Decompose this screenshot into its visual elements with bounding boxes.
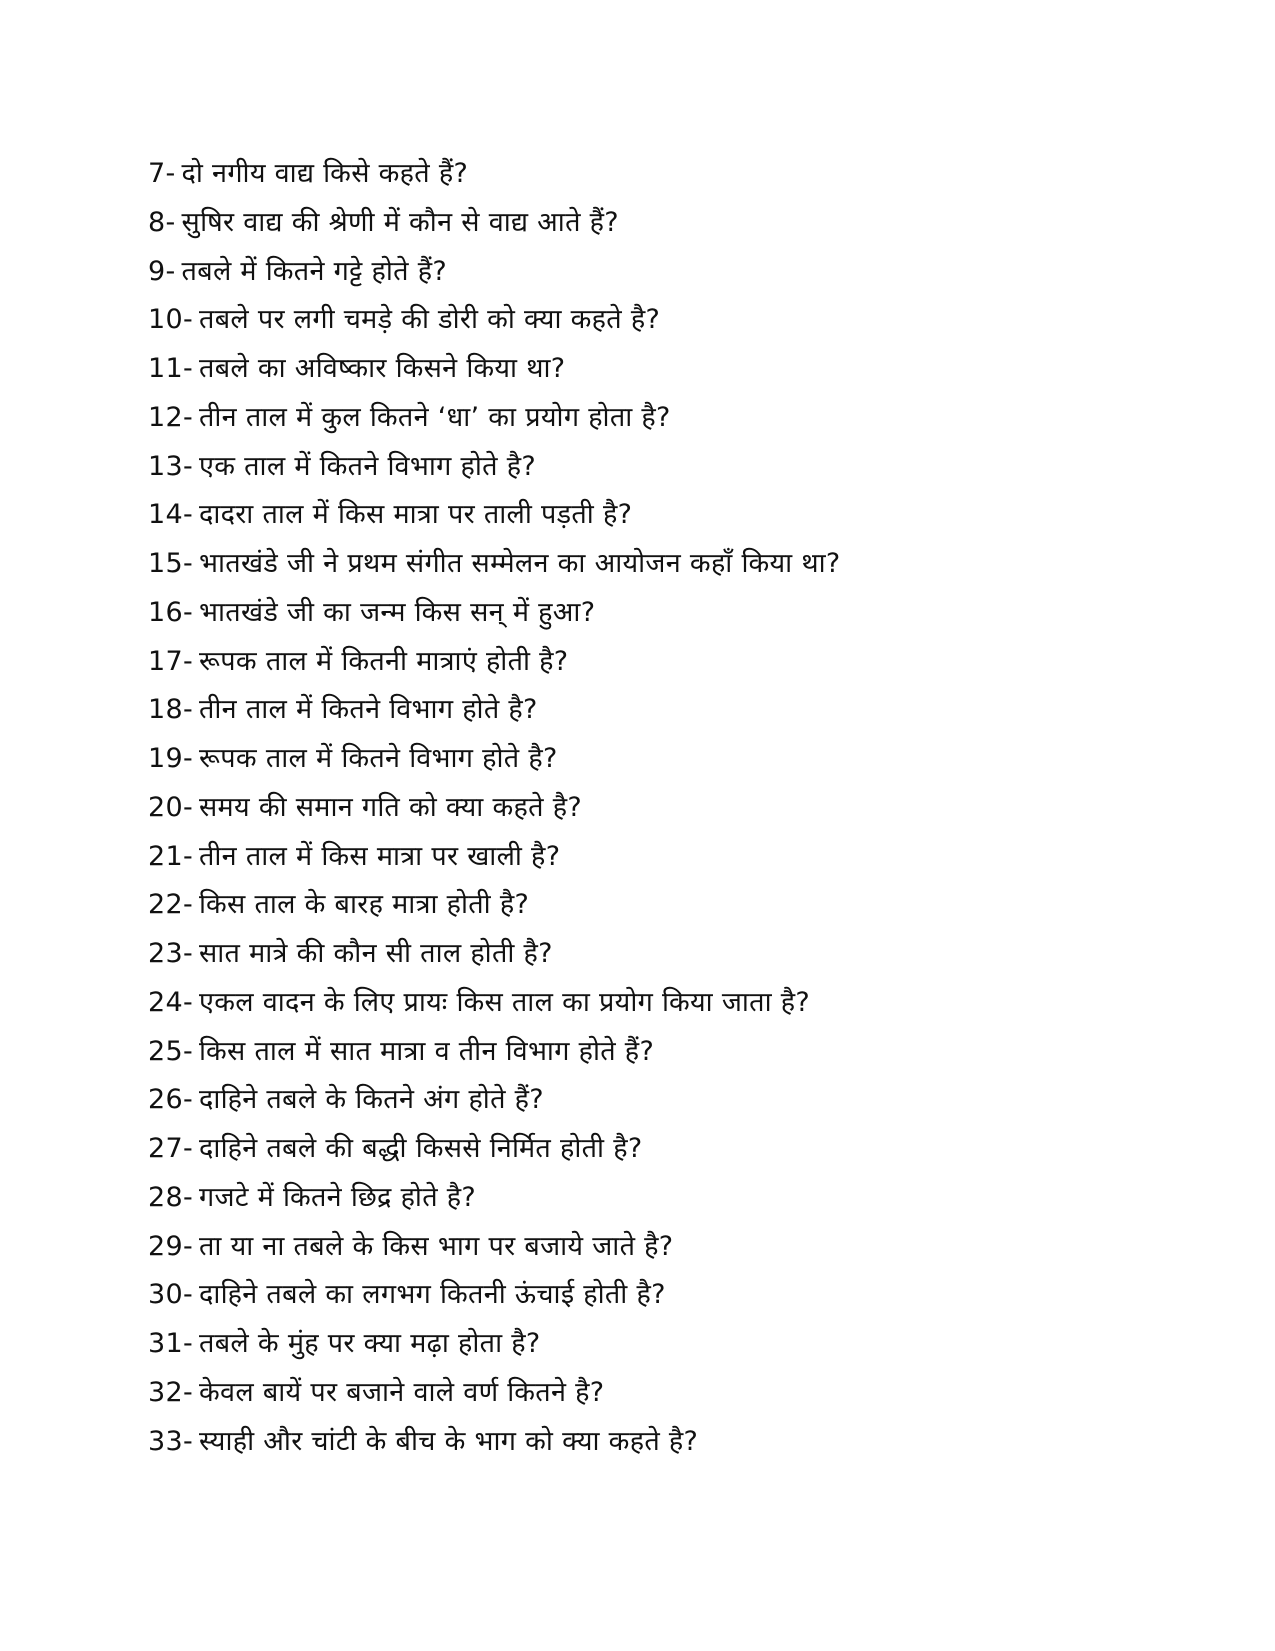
question-text: किस ताल के बारह मात्रा होती है? (199, 889, 530, 921)
question-number: 32- (148, 1376, 193, 1408)
question-text: रूपक ताल में कितनी मात्राएं होती है? (199, 645, 569, 677)
question-item (148, 979, 1208, 1028)
question-item (148, 443, 1208, 492)
question-number: 19- (148, 743, 193, 774)
question-item (148, 1271, 1208, 1320)
question-item (148, 784, 1208, 833)
question-number: 29- (148, 1230, 193, 1262)
question-item (148, 1369, 1208, 1418)
question-text: ता या ना तबले के किस भाग पर बजाये जाते है? (199, 1230, 674, 1262)
question-number: 30- (148, 1279, 193, 1311)
question-number: 11- (148, 353, 193, 384)
question-number: 10- (148, 304, 193, 336)
question-number: 8- (148, 206, 176, 238)
question-number: 12- (148, 401, 193, 433)
question-text: केवल बायें पर बजाने वाले वर्ण कितने है? (199, 1376, 605, 1408)
question-text: तीन ताल में कितने विभाग होते है? (199, 694, 538, 726)
question-text: दादरा ताल में किस मात्रा पर ताली पड़ती है? (199, 499, 633, 531)
question-item (148, 833, 1208, 882)
question-number: 17- (148, 645, 193, 677)
question-number: 28- (148, 1181, 193, 1213)
question-item (148, 150, 1208, 199)
question-item (148, 1076, 1208, 1125)
question-item (148, 686, 1208, 735)
question-text: समय की समान गति को क्या कहते है? (199, 791, 582, 823)
question-text: सुषिर वाद्य की श्रेणी में कौन से वाद्य आते हैं? (181, 206, 619, 238)
question-text: तबले पर लगी चमड़े की डोरी को क्या कहते है? (199, 304, 661, 336)
question-number: 14- (148, 499, 193, 531)
question-text: दाहिने तबले का लगभग कितनी ऊंचाई होती है? (199, 1279, 666, 1311)
question-number: 7- (148, 158, 176, 189)
question-item (148, 930, 1208, 979)
question-item (148, 199, 1208, 248)
question-number: 31- (148, 1328, 193, 1359)
question-number: 33- (148, 1425, 193, 1457)
question-number: 16- (148, 596, 193, 628)
question-text: तीन ताल में कुल कितने ‘धा’ का प्रयोग होता है? (199, 401, 671, 433)
question-item (148, 638, 1208, 687)
question-item (148, 1418, 1208, 1467)
question-text: तबले में कितने गट्टे होते हैं? (181, 255, 447, 287)
question-item (148, 1028, 1208, 1077)
question-text: दाहिने तबले के कितने अंग होते हैं? (199, 1084, 544, 1116)
question-item (148, 296, 1208, 345)
question-number: 20- (148, 791, 193, 823)
question-text: किस ताल में सात मात्रा व तीन विभाग होते हैं? (199, 1035, 655, 1067)
question-number: 24- (148, 986, 193, 1018)
question-item (148, 345, 1208, 394)
question-text: एकल वादन के लिए प्रायः किस ताल का प्रयोग किया जाता है? (199, 986, 811, 1018)
question-item (148, 491, 1208, 540)
question-text: रूपक ताल में कितने विभाग होते है? (199, 743, 558, 774)
question-number: 23- (148, 938, 193, 969)
question-list (148, 150, 1208, 1466)
question-number: 18- (148, 694, 193, 726)
question-number: 9- (148, 255, 176, 287)
question-number: 25- (148, 1035, 193, 1067)
question-item (148, 881, 1208, 930)
question-text: दो नगीय वाद्य किसे कहते हैं? (181, 158, 469, 189)
question-text: दाहिने तबले की बद्धी किससे निर्मित होती है? (199, 1133, 643, 1164)
question-number: 15- (148, 548, 193, 579)
question-text: स्याही और चांटी के बीच के भाग को क्या कहते है? (199, 1425, 699, 1457)
question-text: गजटे में कितने छिद्र होते है? (199, 1181, 477, 1213)
question-item (148, 394, 1208, 443)
question-item (148, 540, 1208, 589)
question-text: भातखंडे जी का जन्म किस सन् में हुआ? (199, 596, 596, 628)
question-item (148, 1320, 1208, 1369)
question-text: एक ताल में कितने विभाग होते है? (199, 450, 536, 482)
question-text: भातखंडे जी ने प्रथम संगीत सम्मेलन का आयोजन कहाँ किया था? (199, 548, 841, 579)
question-text: तीन ताल में किस मात्रा पर खाली है? (199, 840, 561, 872)
question-item (148, 1223, 1208, 1272)
question-number: 27- (148, 1133, 193, 1164)
question-number: 26- (148, 1084, 193, 1116)
question-number: 22- (148, 889, 193, 921)
question-item (148, 248, 1208, 297)
question-text: तबले के मुंह पर क्या मढ़ा होता है? (199, 1328, 541, 1359)
question-number: 21- (148, 840, 193, 872)
question-text: तबले का अविष्कार किसने किया था? (199, 353, 566, 384)
question-item (148, 1174, 1208, 1223)
question-item (148, 589, 1208, 638)
question-item (148, 1125, 1208, 1174)
question-text: सात मात्रे की कौन सी ताल होती है? (199, 938, 553, 969)
question-number: 13- (148, 450, 193, 482)
question-item (148, 735, 1208, 784)
